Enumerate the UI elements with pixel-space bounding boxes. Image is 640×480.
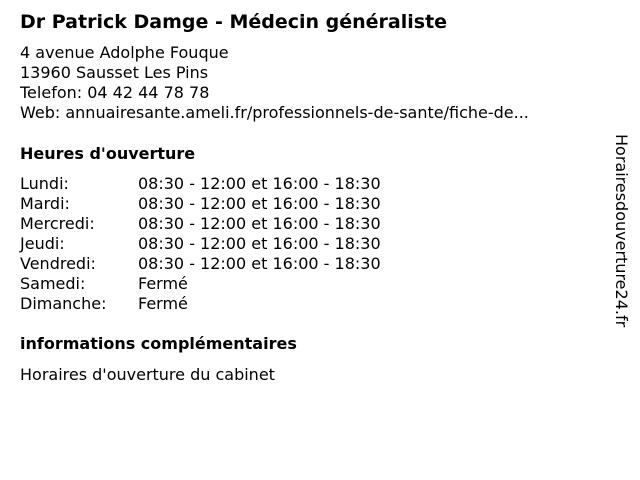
hours-row-monday bbox=[20, 174, 381, 194]
hours-value: 08:30 - 12:00 et 16:00 - 18:30 bbox=[138, 174, 381, 193]
hours-value: 08:30 - 12:00 et 16:00 - 18:30 bbox=[138, 234, 381, 253]
hours-value: Fermé bbox=[138, 294, 188, 313]
hours-row-friday bbox=[20, 254, 381, 274]
hours-value: 08:30 - 12:00 et 16:00 - 18:30 bbox=[138, 254, 381, 273]
address-street: 4 avenue Adolphe Fouque bbox=[20, 43, 229, 62]
additional-info-heading: informations complémentaires bbox=[20, 334, 297, 353]
day-label: Mercredi: bbox=[20, 214, 95, 233]
hours-value: 08:30 - 12:00 et 16:00 - 18:30 bbox=[138, 214, 381, 233]
day-label: Vendredi: bbox=[20, 254, 96, 273]
hours-value: Fermé bbox=[138, 274, 188, 293]
additional-info-text: Horaires d'ouverture du cabinet bbox=[20, 365, 275, 384]
site-watermark: Horairesdouverture24.fr bbox=[612, 134, 631, 328]
day-label: Mardi: bbox=[20, 194, 70, 213]
hours-row-saturday bbox=[20, 274, 381, 294]
day-label: Samedi: bbox=[20, 274, 86, 293]
hours-row-thursday bbox=[20, 234, 381, 254]
page-title: Dr Patrick Damge - Médecin généraliste bbox=[20, 11, 448, 33]
hours-value: 08:30 - 12:00 et 16:00 - 18:30 bbox=[138, 194, 381, 213]
opening-hours-heading: Heures d'ouverture bbox=[20, 144, 196, 163]
opening-hours-table bbox=[20, 174, 381, 314]
phone-number: Telefon: 04 42 44 78 78 bbox=[20, 83, 210, 102]
contact-block bbox=[20, 43, 529, 123]
website-link[interactable]: Web: annuairesante.ameli.fr/professionnels-de-sante/fiche-de... bbox=[20, 103, 529, 122]
hours-row-sunday bbox=[20, 294, 381, 314]
address-city: 13960 Sausset Les Pins bbox=[20, 63, 209, 82]
day-label: Lundi: bbox=[20, 174, 69, 193]
day-label: Jeudi: bbox=[20, 234, 65, 253]
hours-row-tuesday bbox=[20, 194, 381, 214]
hours-row-wednesday bbox=[20, 214, 381, 234]
day-label: Dimanche: bbox=[20, 294, 107, 313]
